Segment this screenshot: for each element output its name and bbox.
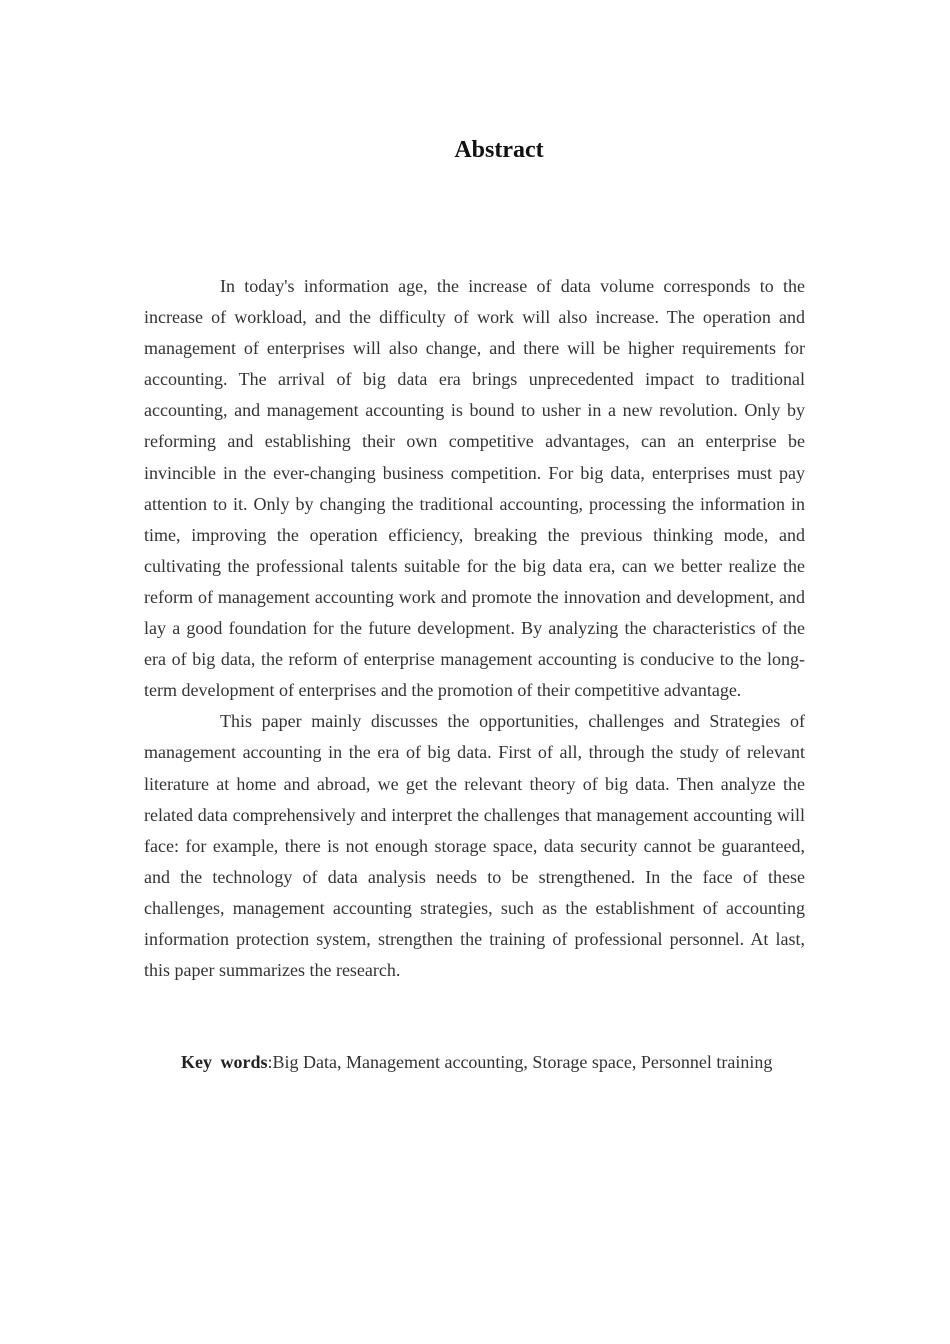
page-title: Abstract xyxy=(454,137,544,163)
abstract-paragraph-2: This paper mainly discusses the opportunities, challenges and Strategies of management accounting in the era of big data. First of all, through the study of relevant literature at home and abroad, we get the relevant theory of big data. Then analyze the related data comprehensively and interpret the challenges that management accounting will face: for example, there is not enough storage space, data security cannot be guaranteed, and the technology of data analysis needs to be strengthened. In the face of these challenges, management accounting strategies, such as the establishment of accounting information protection system, strengthen the training of professional personnel. At last, this paper summarizes the research. xyxy=(144,711,805,981)
abstract-body xyxy=(144,271,805,986)
keywords-text: Big Data, Management accounting, Storage space, Personnel training xyxy=(272,1052,773,1072)
keywords-line xyxy=(144,1047,784,1078)
abstract-paragraph-1: In today's information age, the increase of data volume corresponds to the increase of workload, and the difficulty of work will also increase. The operation and management of enterprises will also change, and there will be higher requirements for accounting. The arrival of big data era brings unprecedented impact to traditional accounting, and management accounting is bound to usher in a new revolution. Only by reforming and establishing their own competitive advantages, can an enterprise be invincible in the ever-changing business competition. For big data, enterprises must pay attention to it. Only by changing the traditional accounting, processing the information in time, improving the operation efficiency, breaking the previous thinking mode, and cultivating the professional talents suitable for the big data era, can we better realize the reform of management accounting work and promote the innovation and development, and lay a good foundation for the future development. By analyzing the characteristics of the era of big data, the reform of enterprise management accounting is conducive to the long-term development of enterprises and the promotion of their competitive advantage. xyxy=(144,276,805,701)
keywords-separator: : xyxy=(267,1052,273,1072)
keywords-label: Key words xyxy=(181,1052,268,1072)
